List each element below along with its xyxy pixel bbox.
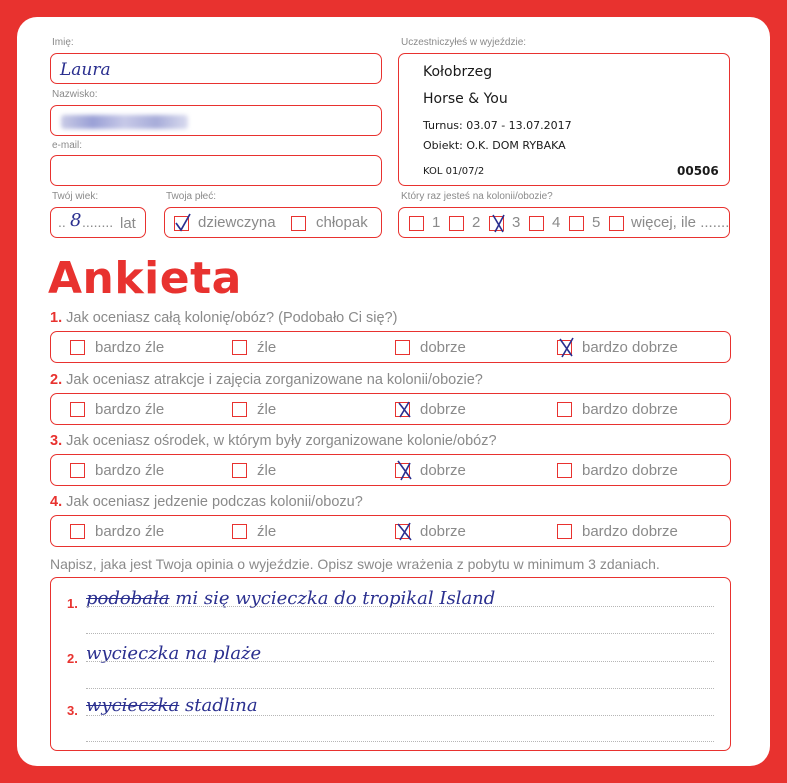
- answer-row-4: [50, 515, 731, 547]
- age-value: 8: [70, 210, 82, 231]
- writing-line: [86, 606, 714, 607]
- gender-option-girl: dziewczyna: [198, 214, 276, 231]
- opinion-line-number: 3.: [67, 703, 78, 718]
- gender-checkbox-boy[interactable]: [291, 216, 306, 231]
- times-checkbox-more[interactable]: [609, 216, 624, 231]
- cross-mark-icon: [395, 521, 413, 542]
- q4-checkbox-bad[interactable]: [232, 524, 247, 539]
- q4-checkbox-very-good[interactable]: [557, 524, 572, 539]
- writing-line: [86, 715, 714, 716]
- q1-checkbox-bad[interactable]: [232, 340, 247, 355]
- rating-option: bardzo źle: [95, 339, 165, 356]
- times-checkbox-3[interactable]: [489, 216, 504, 231]
- struck-word: podobała: [86, 588, 170, 609]
- q1-checkbox-very-bad[interactable]: [70, 340, 85, 355]
- q3-checkbox-very-good[interactable]: [557, 463, 572, 478]
- q1-checkbox-good[interactable]: [395, 340, 410, 355]
- q2-checkbox-very-good[interactable]: [557, 402, 572, 417]
- rating-option: bardzo dobrze: [582, 523, 678, 540]
- rating-option: bardzo dobrze: [582, 462, 678, 479]
- question-number: 4.: [50, 494, 63, 510]
- age-field[interactable]: [50, 207, 146, 238]
- rating-option: źle: [257, 523, 277, 540]
- trip-code: KOL 01/07/2: [423, 166, 485, 177]
- gender-field: [164, 207, 382, 238]
- q1-checkbox-very-good[interactable]: [557, 340, 572, 355]
- opinion-prompt: Napisz, jaka jest Twoja opinia o wyjeździe. Opisz swoje wrażenia z pobytu w minimum 3 zdaniach.: [50, 556, 660, 572]
- q3-checkbox-good[interactable]: [395, 463, 410, 478]
- name-value: Laura: [60, 60, 111, 80]
- times-field: [398, 207, 730, 238]
- survey-title: Ankieta: [48, 253, 242, 304]
- q2-checkbox-bad[interactable]: [232, 402, 247, 417]
- rating-option: bardzo dobrze: [582, 401, 678, 418]
- trip-turnus: Turnus: 03.07 - 13.07.2017: [423, 119, 572, 132]
- q3-checkbox-bad[interactable]: [232, 463, 247, 478]
- times-option-2: 2: [472, 214, 481, 231]
- times-checkbox-2[interactable]: [449, 216, 464, 231]
- times-checkbox-4[interactable]: [529, 216, 544, 231]
- rating-option: dobrze: [420, 339, 466, 356]
- rating-option: źle: [257, 462, 277, 479]
- question-text: Jak oceniasz ośrodek, w którym były zorganizowane kolonie/obóz?: [66, 433, 497, 449]
- question-2: [50, 372, 483, 388]
- question-1: [50, 310, 397, 326]
- check-mark-icon: [174, 213, 192, 234]
- answer-row-3: [50, 454, 731, 486]
- cross-mark-icon: [395, 399, 413, 420]
- times-checkbox-5[interactable]: [569, 216, 584, 231]
- times-checkbox-1[interactable]: [409, 216, 424, 231]
- times-option-1: 1: [432, 214, 441, 231]
- opinion-text: stadlina: [185, 695, 258, 716]
- opinion-line-number: 2.: [67, 651, 78, 666]
- rating-option: źle: [257, 339, 277, 356]
- trip-label: Uczestniczyłeś w wyjeździe:: [401, 37, 527, 48]
- surname-label: Nazwisko:: [52, 89, 98, 100]
- redacted-surname: [61, 115, 188, 129]
- trip-card: [398, 53, 730, 186]
- rating-option: bardzo dobrze: [582, 339, 678, 356]
- times-option-5: 5: [592, 214, 601, 231]
- opinion-text: wycieczka na plaże: [86, 643, 262, 664]
- question-text: Jak oceniasz całą kolonię/obóz? (Podobało Ci się?): [66, 310, 398, 326]
- email-label: e-mail:: [52, 140, 83, 151]
- question-number: 3.: [50, 433, 63, 449]
- name-field[interactable]: [50, 53, 382, 84]
- opinion-line-3: [86, 695, 258, 716]
- question-number: 2.: [50, 372, 63, 388]
- gender-checkbox-girl[interactable]: [174, 216, 189, 231]
- answer-row-1: [50, 331, 731, 363]
- opinion-line-number: 1.: [67, 596, 78, 611]
- q3-checkbox-very-bad[interactable]: [70, 463, 85, 478]
- times-option-3: 3: [512, 214, 521, 231]
- q4-checkbox-good[interactable]: [395, 524, 410, 539]
- age-label: Twój wiek:: [52, 191, 99, 202]
- times-option-4: 4: [552, 214, 561, 231]
- age-dots: ........: [82, 214, 114, 230]
- trip-obiekt: Obiekt: O.K. DOM RYBAKA: [423, 139, 566, 152]
- trip-city: Kołobrzeg: [423, 64, 493, 80]
- writing-line: [86, 633, 714, 634]
- age-dots-pre: ..: [58, 214, 66, 230]
- rating-option: bardzo źle: [95, 462, 165, 479]
- opinion-text: mi się wycieczka do tropikal Island: [175, 588, 496, 609]
- question-3: [50, 433, 497, 449]
- q2-checkbox-very-bad[interactable]: [70, 402, 85, 417]
- struck-word: wycieczka: [86, 695, 180, 716]
- q2-checkbox-good[interactable]: [395, 402, 410, 417]
- surname-field[interactable]: [50, 105, 382, 136]
- rating-option: źle: [257, 401, 277, 418]
- rating-option: dobrze: [420, 462, 466, 479]
- cross-mark-icon: [557, 337, 575, 358]
- rating-option: bardzo źle: [95, 523, 165, 540]
- writing-line: [86, 661, 714, 662]
- writing-line: [86, 688, 714, 689]
- cross-mark-icon: [395, 460, 413, 481]
- age-unit: lat: [120, 215, 136, 232]
- writing-line: [86, 741, 714, 742]
- rating-option: bardzo źle: [95, 401, 165, 418]
- q4-checkbox-very-bad[interactable]: [70, 524, 85, 539]
- rating-option: dobrze: [420, 523, 466, 540]
- question-text: Jak oceniasz jedzenie podczas kolonii/obozu?: [66, 494, 363, 510]
- question-text: Jak oceniasz atrakcje i zajęcia zorganizowane na kolonii/obozie?: [66, 372, 483, 388]
- answer-row-2: [50, 393, 731, 425]
- trip-program: Horse & You: [423, 91, 508, 107]
- times-label: Który raz jesteś na kolonii/obozie?: [401, 191, 553, 202]
- rating-option: dobrze: [420, 401, 466, 418]
- question-number: 1.: [50, 310, 63, 326]
- question-4: [50, 494, 363, 510]
- name-label: Imię:: [52, 37, 74, 48]
- gender-option-boy: chłopak: [316, 214, 368, 231]
- gender-label: Twoja płeć:: [166, 191, 217, 202]
- email-field[interactable]: [50, 155, 382, 186]
- trip-number: 00506: [677, 164, 719, 178]
- cross-mark-icon: [489, 213, 507, 234]
- times-option-more: więcej, ile .......: [631, 214, 730, 231]
- opinion-field[interactable]: [50, 577, 731, 751]
